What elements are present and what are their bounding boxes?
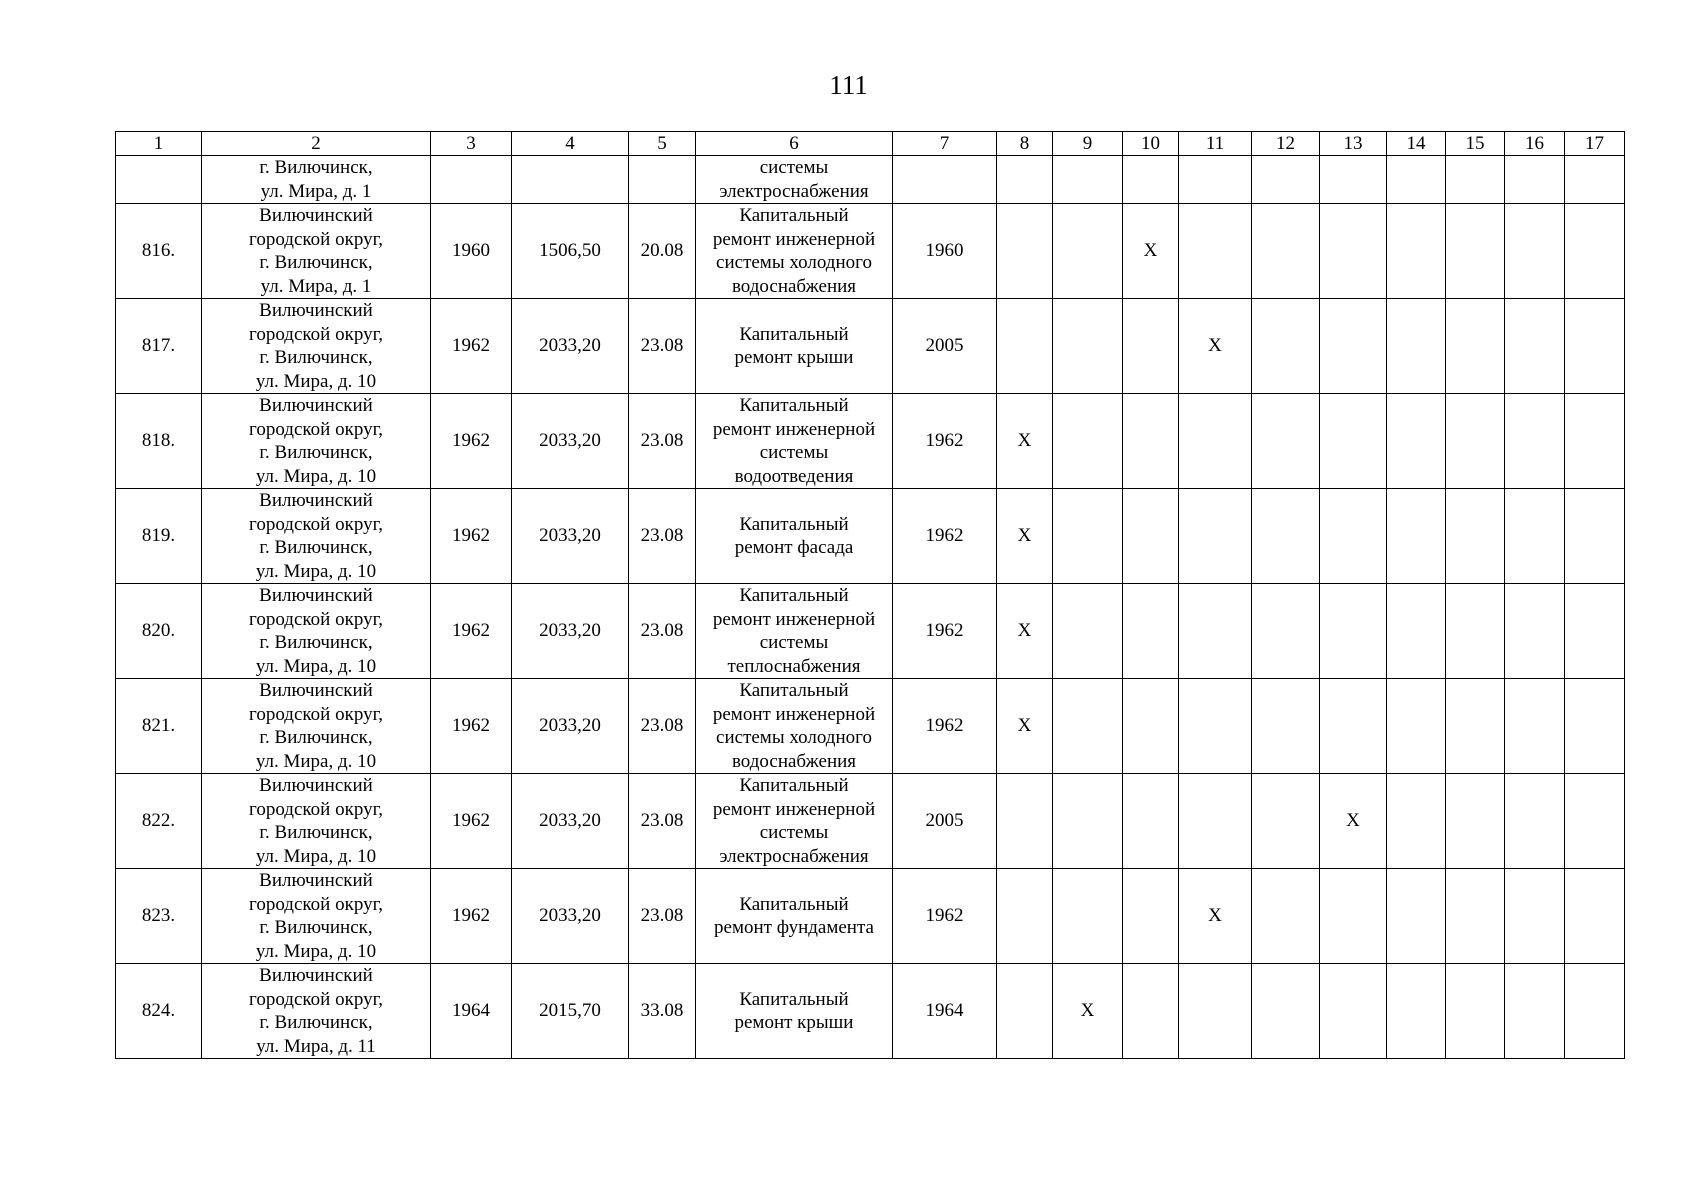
table-row (116, 489, 1625, 584)
period-mark-cell: X (1123, 204, 1179, 299)
empty-cell (1252, 204, 1320, 299)
cell-line: ремонт фасада (734, 537, 854, 558)
empty-cell (1252, 394, 1320, 489)
column-number-header: 4 (512, 132, 629, 156)
empty-cell (1565, 774, 1625, 869)
period-mark-cell: X (997, 489, 1053, 584)
last-repair-year-cell: 1962 (893, 679, 997, 774)
empty-cell (1123, 679, 1179, 774)
empty-cell (1387, 584, 1446, 679)
continuation-row (116, 156, 1625, 204)
wear-cell: 23.08 (629, 869, 696, 964)
empty-cell (1320, 204, 1387, 299)
work-type-cell (696, 299, 893, 394)
cell-line: ул. Мира, д. 1 (260, 180, 372, 202)
build-year-cell: 1962 (431, 774, 512, 869)
cell-line: городской округ, (249, 513, 383, 535)
column-number-header: 14 (1387, 132, 1446, 156)
empty-cell (1505, 774, 1565, 869)
last-repair-year-cell: 1962 (893, 869, 997, 964)
area-cell: 2033,20 (512, 679, 629, 774)
empty-cell (997, 869, 1053, 964)
row-number-cell: 816. (116, 204, 202, 299)
cell-line: Капитальный (739, 205, 849, 226)
cell-line: ул. Мира, д. 10 (255, 465, 377, 487)
empty-cell (431, 156, 512, 204)
empty-cell (1179, 964, 1252, 1059)
last-repair-year-cell: 1960 (893, 204, 997, 299)
empty-cell (1565, 299, 1625, 394)
empty-cell (1053, 584, 1123, 679)
empty-cell (1446, 489, 1505, 584)
cell-line: ул. Мира, д. 11 (256, 1035, 376, 1057)
cell-line: системы холодного (716, 727, 872, 748)
cell-line: г. Вилючинск, (259, 822, 373, 843)
column-number-header: 2 (202, 132, 431, 156)
cell-line: г. Вилючинск, (259, 442, 373, 463)
wear-cell: 23.08 (629, 774, 696, 869)
cell-line: городской округ, (249, 608, 383, 630)
cell-line: Капитальный (739, 323, 849, 345)
period-mark-cell: X (997, 679, 1053, 774)
cell-line: системы (759, 157, 829, 178)
empty-cell (1252, 679, 1320, 774)
wear-cell: 23.08 (629, 679, 696, 774)
cell-line: водоотведения (734, 465, 854, 487)
cell-line: г. Вилючинск, (259, 1012, 373, 1033)
cell-line: ремонт инженерной (712, 608, 876, 630)
row-number-cell: 819. (116, 489, 202, 584)
cell-line: городской округ, (249, 323, 383, 345)
empty-cell (1565, 394, 1625, 489)
cell-line: Вилючинский (259, 870, 373, 891)
empty-cell (1505, 394, 1565, 489)
cell-line: водоснабжения (731, 750, 857, 772)
column-number-header: 6 (696, 132, 893, 156)
cell-line: г. Вилючинск, (259, 252, 373, 273)
empty-cell (1123, 299, 1179, 394)
work-type-cell (696, 394, 893, 489)
cell-line: системы (759, 822, 829, 843)
empty-cell (1446, 156, 1505, 204)
empty-cell (1179, 584, 1252, 679)
period-mark-cell: X (997, 394, 1053, 489)
row-number-cell: 818. (116, 394, 202, 489)
empty-cell (997, 964, 1053, 1059)
empty-cell (1505, 204, 1565, 299)
empty-cell (1320, 299, 1387, 394)
wear-cell: 20.08 (629, 204, 696, 299)
address-cell (202, 394, 431, 489)
cell-line: городской округ, (249, 418, 383, 440)
wear-cell: 23.08 (629, 584, 696, 679)
empty-cell (1446, 774, 1505, 869)
build-year-cell: 1962 (431, 489, 512, 584)
empty-cell (997, 299, 1053, 394)
table-row (116, 774, 1625, 869)
cell-line: г. Вилючинск, (259, 537, 373, 558)
header-row (116, 132, 1625, 156)
empty-cell (1387, 156, 1446, 204)
empty-cell (1252, 584, 1320, 679)
empty-cell (1053, 204, 1123, 299)
empty-cell (1252, 489, 1320, 584)
empty-cell (1505, 679, 1565, 774)
address-cell (202, 204, 431, 299)
empty-cell (997, 774, 1053, 869)
cell-line: Вилючинский (259, 680, 373, 701)
area-cell: 2015,70 (512, 964, 629, 1059)
cell-line: ремонт фундамента (714, 917, 874, 938)
empty-cell (1505, 584, 1565, 679)
empty-cell (629, 156, 696, 204)
empty-cell (1446, 964, 1505, 1059)
empty-cell (1320, 679, 1387, 774)
row-number-cell: 824. (116, 964, 202, 1059)
cell-line: Капитальный (739, 893, 849, 915)
empty-cell (1565, 869, 1625, 964)
cell-line: Капитальный (739, 988, 849, 1010)
work-type-cell (696, 774, 893, 869)
area-cell: 2033,20 (512, 394, 629, 489)
cell-line: электроснабжения (719, 180, 869, 202)
empty-cell (1053, 299, 1123, 394)
work-type-cell (696, 204, 893, 299)
empty-cell (1179, 156, 1252, 204)
address-cell (202, 299, 431, 394)
last-repair-year-cell: 1962 (893, 394, 997, 489)
empty-cell (1123, 584, 1179, 679)
cell-line: городской округ, (249, 703, 383, 725)
cell-line: г. Вилючинск, (259, 727, 373, 748)
empty-cell (1053, 489, 1123, 584)
cell-line: Капитальный (739, 680, 849, 701)
last-repair-year-cell: 2005 (893, 299, 997, 394)
period-mark-cell: X (1179, 869, 1252, 964)
column-number-header: 15 (1446, 132, 1505, 156)
area-cell: 2033,20 (512, 869, 629, 964)
empty-cell (1123, 394, 1179, 489)
empty-cell (997, 156, 1053, 204)
empty-cell (1446, 584, 1505, 679)
build-year-cell: 1962 (431, 394, 512, 489)
address-cell (202, 584, 431, 679)
table-row (116, 584, 1625, 679)
page-number: 111 (829, 70, 868, 100)
work-type-cell (696, 156, 893, 204)
column-number-header: 7 (893, 132, 997, 156)
column-number-header: 11 (1179, 132, 1252, 156)
empty-cell (1179, 679, 1252, 774)
area-cell: 2033,20 (512, 489, 629, 584)
cell-line: ул. Мира, д. 10 (255, 560, 377, 582)
last-repair-year-cell: 1964 (893, 964, 997, 1059)
empty-cell (1446, 204, 1505, 299)
cell-line: ул. Мира, д. 10 (255, 370, 377, 392)
empty-cell (1446, 869, 1505, 964)
table-row (116, 964, 1625, 1059)
cell-line: Вилючинский (259, 585, 373, 606)
cell-line: Вилючинский (259, 490, 373, 511)
empty-cell (1123, 774, 1179, 869)
area-cell: 2033,20 (512, 774, 629, 869)
empty-cell (1387, 299, 1446, 394)
cell-line: системы холодного (716, 252, 872, 273)
cell-line: Капитальный (739, 585, 849, 606)
cell-line: ремонт крыши (734, 347, 854, 368)
address-cell (202, 489, 431, 584)
empty-cell (1387, 964, 1446, 1059)
empty-cell (1123, 869, 1179, 964)
empty-cell (1320, 584, 1387, 679)
column-number-header: 12 (1252, 132, 1320, 156)
last-repair-year-cell: 2005 (893, 774, 997, 869)
empty-cell (1053, 679, 1123, 774)
empty-cell (1179, 489, 1252, 584)
row-number-cell: 821. (116, 679, 202, 774)
column-number-header: 5 (629, 132, 696, 156)
area-cell: 2033,20 (512, 584, 629, 679)
empty-cell (1565, 679, 1625, 774)
empty-cell (116, 156, 202, 204)
empty-cell (893, 156, 997, 204)
cell-line: г. Вилючинск, (259, 157, 373, 178)
cell-line: городской округ, (249, 988, 383, 1010)
empty-cell (1123, 156, 1179, 204)
repair-schedule-table (115, 131, 1625, 1059)
cell-line: Вилючинский (259, 775, 373, 796)
column-number-header: 3 (431, 132, 512, 156)
empty-cell (1505, 299, 1565, 394)
empty-cell (1387, 204, 1446, 299)
table-row (116, 869, 1625, 964)
empty-cell (1565, 584, 1625, 679)
column-number-header: 16 (1505, 132, 1565, 156)
address-cell (202, 964, 431, 1059)
cell-line: ул. Мира, д. 10 (255, 750, 377, 772)
empty-cell (1320, 156, 1387, 204)
period-mark-cell: X (1320, 774, 1387, 869)
table-row (116, 204, 1625, 299)
build-year-cell: 1962 (431, 299, 512, 394)
empty-cell (1053, 869, 1123, 964)
empty-cell (1387, 394, 1446, 489)
empty-cell (1053, 394, 1123, 489)
cell-line: городской округ, (249, 798, 383, 820)
column-number-header: 10 (1123, 132, 1179, 156)
empty-cell (1053, 774, 1123, 869)
table-row (116, 394, 1625, 489)
empty-cell (1053, 156, 1123, 204)
build-year-cell: 1964 (431, 964, 512, 1059)
cell-line: ремонт инженерной (712, 703, 876, 725)
column-number-header: 13 (1320, 132, 1387, 156)
cell-line: г. Вилючинск, (259, 632, 373, 653)
cell-line: г. Вилючинск, (259, 347, 373, 368)
empty-cell (1123, 489, 1179, 584)
empty-cell (1565, 964, 1625, 1059)
column-number-header: 9 (1053, 132, 1123, 156)
empty-cell (997, 204, 1053, 299)
wear-cell: 23.08 (629, 299, 696, 394)
cell-line: теплоснабжения (727, 655, 861, 677)
empty-cell (1446, 679, 1505, 774)
address-cell (202, 774, 431, 869)
period-mark-cell: X (997, 584, 1053, 679)
work-type-cell (696, 489, 893, 584)
column-number-header: 8 (997, 132, 1053, 156)
empty-cell (1252, 156, 1320, 204)
cell-line: ремонт инженерной (712, 798, 876, 820)
cell-line: электроснабжения (719, 845, 869, 867)
row-number-cell: 823. (116, 869, 202, 964)
build-year-cell: 1962 (431, 679, 512, 774)
cell-line: ремонт крыши (734, 1012, 854, 1033)
address-cell (202, 869, 431, 964)
empty-cell (1446, 299, 1505, 394)
empty-cell (1387, 869, 1446, 964)
cell-line: системы (759, 442, 829, 463)
cell-line: Вилючинский (259, 300, 373, 321)
empty-cell (1320, 394, 1387, 489)
empty-cell (1387, 679, 1446, 774)
cell-line: Вилючинский (259, 395, 373, 416)
empty-cell (1387, 489, 1446, 584)
cell-line: Вилючинский (259, 205, 373, 226)
empty-cell (1179, 394, 1252, 489)
period-mark-cell: X (1179, 299, 1252, 394)
cell-line: городской округ, (249, 893, 383, 915)
wear-cell: 23.08 (629, 489, 696, 584)
build-year-cell: 1962 (431, 869, 512, 964)
empty-cell (512, 156, 629, 204)
period-mark-cell: X (1053, 964, 1123, 1059)
work-type-cell (696, 869, 893, 964)
last-repair-year-cell: 1962 (893, 489, 997, 584)
area-cell: 2033,20 (512, 299, 629, 394)
cell-line: ул. Мира, д. 1 (260, 275, 372, 297)
table-row (116, 299, 1625, 394)
empty-cell (1320, 489, 1387, 584)
row-number-cell: 820. (116, 584, 202, 679)
empty-cell (1252, 964, 1320, 1059)
row-number-cell: 822. (116, 774, 202, 869)
empty-cell (1505, 964, 1565, 1059)
cell-line: водоснабжения (731, 275, 857, 297)
cell-line: Капитальный (739, 395, 849, 416)
cell-line: Капитальный (739, 513, 849, 535)
empty-cell (1565, 156, 1625, 204)
wear-cell: 33.08 (629, 964, 696, 1059)
cell-line: Вилючинский (259, 965, 373, 986)
empty-cell (1565, 489, 1625, 584)
table-row (116, 679, 1625, 774)
cell-line: г. Вилючинск, (259, 917, 373, 938)
cell-line: системы (759, 632, 829, 653)
work-type-cell (696, 584, 893, 679)
build-year-cell: 1962 (431, 584, 512, 679)
empty-cell (1252, 869, 1320, 964)
cell-line: ул. Мира, д. 10 (255, 655, 377, 677)
empty-cell (1123, 964, 1179, 1059)
row-number-cell: 817. (116, 299, 202, 394)
cell-line: Капитальный (739, 775, 849, 796)
empty-cell (1446, 394, 1505, 489)
area-cell: 1506,50 (512, 204, 629, 299)
cell-line: ремонт инженерной (712, 228, 876, 250)
cell-line: городской округ, (249, 228, 383, 250)
work-type-cell (696, 679, 893, 774)
empty-cell (1252, 774, 1320, 869)
last-repair-year-cell: 1962 (893, 584, 997, 679)
empty-cell (1179, 774, 1252, 869)
empty-cell (1505, 156, 1565, 204)
empty-cell (1320, 869, 1387, 964)
empty-cell (1387, 774, 1446, 869)
empty-cell (1505, 489, 1565, 584)
column-number-header: 1 (116, 132, 202, 156)
empty-cell (1252, 299, 1320, 394)
address-cell (202, 679, 431, 774)
column-number-header: 17 (1565, 132, 1625, 156)
cell-line: ул. Мира, д. 10 (255, 845, 377, 867)
build-year-cell: 1960 (431, 204, 512, 299)
empty-cell (1505, 869, 1565, 964)
empty-cell (1179, 204, 1252, 299)
cell-line: ремонт инженерной (712, 418, 876, 440)
work-type-cell (696, 964, 893, 1059)
wear-cell: 23.08 (629, 394, 696, 489)
empty-cell (1320, 964, 1387, 1059)
address-cell (202, 156, 431, 204)
empty-cell (1565, 204, 1625, 299)
cell-line: ул. Мира, д. 10 (255, 940, 377, 962)
